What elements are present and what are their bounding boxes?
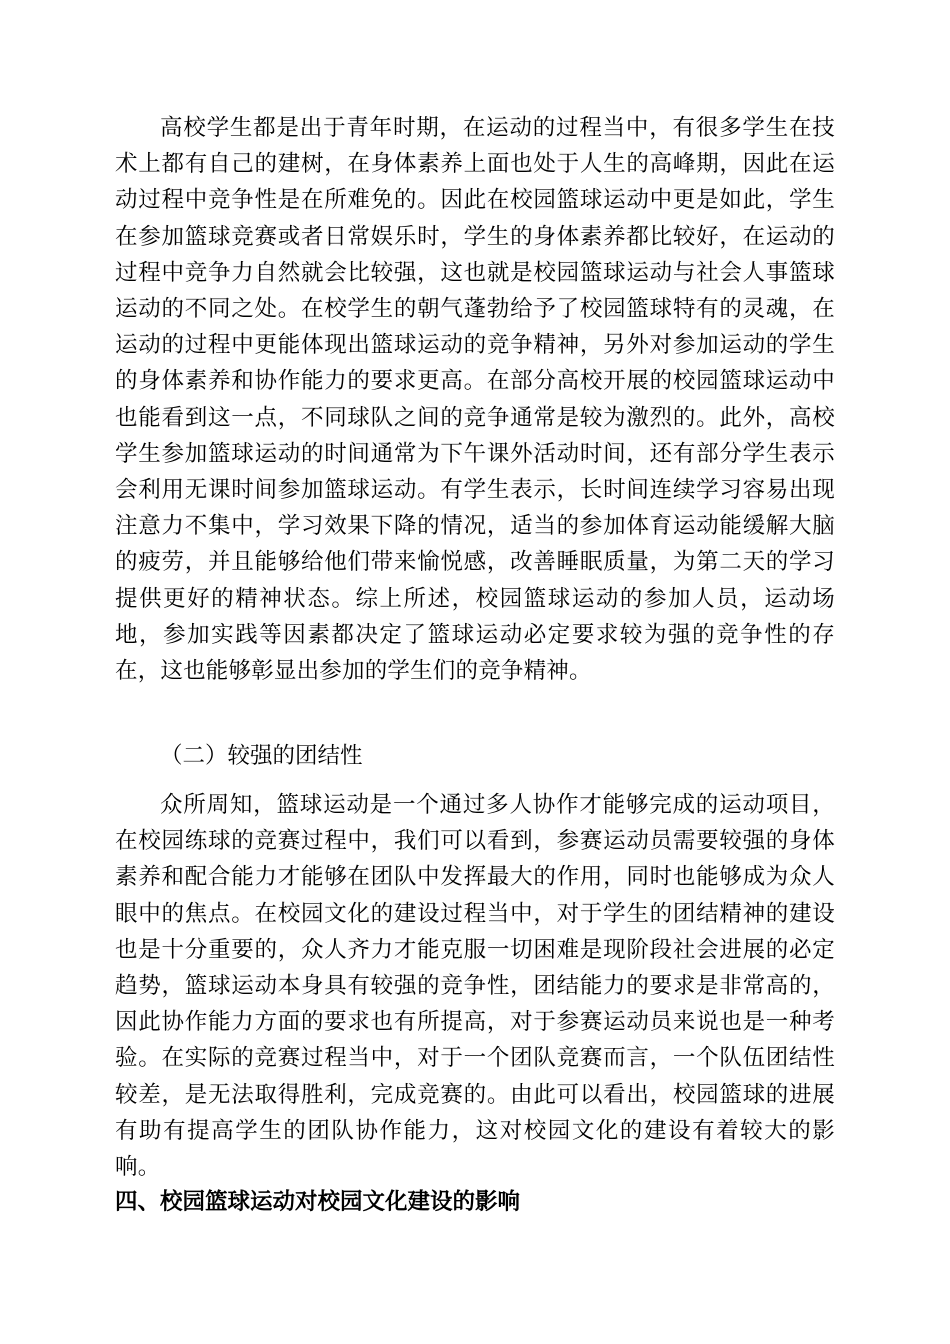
section-heading: 四、校园篮球运动对校园文化建设的影响 <box>115 1189 521 1215</box>
body-paragraph: 众所周知，篮球运动是一个通过多人协作才能够完成的运动项目，在校园练球的竞赛过程中，我们可以看到，参赛运动员需要较强的身体素养和配合能力才能够在团队中发挥最大的作用，同时也能够成为众人眼中的焦点。在校园文化的建设过程当中，对于学生的团结精神的建设也是十分重要的，众人齐力才能克服一切困难是现阶段社会进展的必定趋势，篮球运动本身具有较强的竞争性，团结能力的要求是非常高的，因此协作能力方面的要求也有所提高，对于参赛运动员来说也是一种考验。在实际的竞赛过程当中，对于一个团队竞赛而言，一个队伍团结性较差，是无法取得胜利，完成竞赛的。由此可以看出，校园篮球的进展有助有提高学生的团队协作能力，这对校园文化的建设有着较大的影响。 <box>115 792 835 1181</box>
body-paragraph: 高校学生都是出于青年时期，在运动的过程当中，有很多学生在技术上都有自己的建树，在身体素养上面也处于人生的高峰期，因此在运动过程中竞争性是在所难免的。因此在校园篮球运动中更是如此，学生在参加篮球竞赛或者日常娱乐时，学生的身体素养都比较好，在运动的过程中竞争力自然就会比较强，这也就是校园篮球运动与社会人事篮球运动的不同之处。在校学生的朝气蓬勃给予了校园篮球特有的灵魂，在运动的过程中更能体现出篮球运动的竞争精神，另外对参加运动的学生的身体素养和协作能力的要求更高。在部分高校开展的校园篮球运动中也能看到这一点，不同球队之间的竞争通常是较为激烈的。此外，高校学生参加篮球运动的时间通常为下午课外活动时间，还有部分学生表示会利用无课时间参加篮球运动。有学生表示，长时间连续学习容易出现注意力不集中，学习效果下降的情况，适当的参加体育运动能缓解大脑的疲劳，并且能够给他们带来愉悦感，改善睡眠质量，为第二天的学习提供更好的精神状态。综上所述，校园篮球运动的参加人员，运动场地，参加实践等因素都决定了篮球运动必定要求较为强的竞争性的存在，这也能够彰显出参加的学生们的竞争精神。 <box>115 115 835 685</box>
subheading: （二）较强的团结性 <box>160 743 363 769</box>
